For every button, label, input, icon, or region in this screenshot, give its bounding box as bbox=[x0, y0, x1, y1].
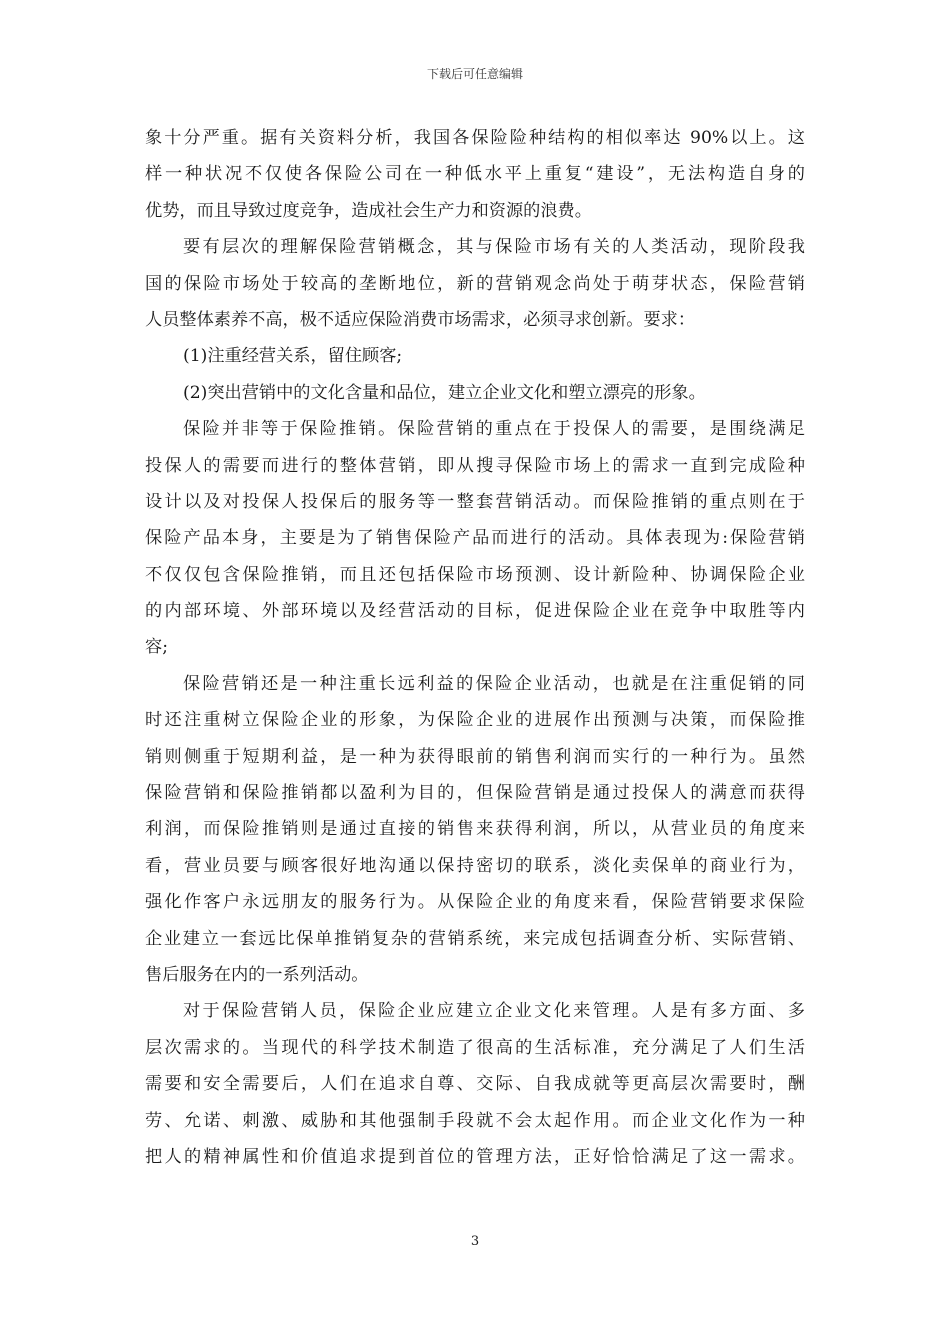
text-line: 优势，而且导致过度竞争，造成社会生产力和资源的浪费。 bbox=[145, 200, 592, 221]
page-number: 3 bbox=[470, 1234, 480, 1249]
text-line: 容; bbox=[145, 637, 168, 658]
text-line: 要有层次的理解保险营销概念，其与保险市场有关的人类活动，现阶段我 bbox=[183, 237, 805, 258]
text-line: 看，营业员要与顾客很好地沟通以保持密切的联系，淡化卖保单的商业行为， bbox=[145, 855, 805, 876]
text-line: 保险并非等于保险推销。保险营销的重点在于投保人的需要，是围绕满足 bbox=[183, 419, 805, 440]
text-line: 把人的精神属性和价值追求提到首位的管理方法，正好恰恰满足了这一需求。 bbox=[145, 1146, 805, 1167]
text-line: 保险营销还是一种注重长远利益的保险企业活动，也就是在注重促销的同 bbox=[183, 673, 805, 694]
text-line: 强化作客户永远朋友的服务行为。从保险企业的角度来看，保险营销要求保险 bbox=[145, 892, 805, 913]
text-line: 人员整体素养不高，极不适应保险消费市场需求，必须寻求创新。要求： bbox=[145, 309, 696, 330]
text-line: (1)注重经营关系，留住顾客; bbox=[183, 346, 403, 367]
text-line: 售后服务在内的一系列活动。 bbox=[145, 964, 369, 985]
text-line: 销则侧重于短期利益，是一种为获得眼前的销售利润而实行的一种行为。虽然 bbox=[145, 746, 805, 767]
text-line: 象十分严重。据有关资料分析，我国各保险险种结构的相似率达 90%以上。这 bbox=[145, 128, 805, 148]
text-line: 时还注重树立保险企业的形象，为保险企业的进展作出预测与决策，而保险推 bbox=[145, 710, 805, 731]
text-line: 劳、允诺、刺激、威胁和其他强制手段就不会太起作用。而企业文化作为一种 bbox=[145, 1110, 805, 1131]
text-line: 对于保险营销人员，保险企业应建立企业文化来管理。人是有多方面、多 bbox=[183, 1001, 805, 1022]
text-line: 企业建立一套远比保单推销复杂的营销系统，来完成包括调查分析、实际营销、 bbox=[145, 928, 805, 949]
text-line: 投保人的需要而进行的整体营销，即从搜寻保险市场上的需求一直到完成险种 bbox=[145, 455, 805, 476]
text-line: 保险产品本身，主要是为了销售保险产品而进行的活动。具体表现为:保险营销 bbox=[145, 528, 805, 549]
text-line: 样一种状况不仅使各保险公司在一种低水平上重复“建设”，无法构造自身的 bbox=[145, 164, 805, 185]
text-line: 不仅仅包含保险推销，而且还包括保险市场预测、设计新险种、协调保险企业 bbox=[145, 564, 805, 585]
text-line: 需要和安全需要后，人们在追求自尊、交际、自我成就等更高层次需要时，酬 bbox=[145, 1074, 805, 1095]
text-line: 利润，而保险推销则是通过直接的销售来获得利润，所以，从营业员的角度来 bbox=[145, 819, 805, 840]
text-line: (2)突出营销中的文化含量和品位，建立企业文化和塑立漂亮的形象。 bbox=[183, 382, 706, 403]
text-line: 设计以及对投保人投保后的服务等一整套营销活动。而保险推销的重点则在于 bbox=[145, 491, 805, 512]
document-body bbox=[145, 120, 805, 1175]
text-line: 国的保险市场处于较高的垄断地位，新的营销观念尚处于萌芽状态，保险营销 bbox=[145, 273, 805, 294]
text-line: 的内部环境、外部环境以及经营活动的目标，促进保险企业在竞争中取胜等内 bbox=[145, 601, 805, 622]
text-line: 层次需求的。当现代的科学技术制造了很高的生活标准，充分满足了人们生活 bbox=[145, 1037, 805, 1058]
text-line: 保险营销和保险推销都以盈利为目的，但保险营销是通过投保人的满意而获得 bbox=[145, 783, 805, 804]
page-header: 下载后可任意编辑 bbox=[426, 67, 523, 81]
